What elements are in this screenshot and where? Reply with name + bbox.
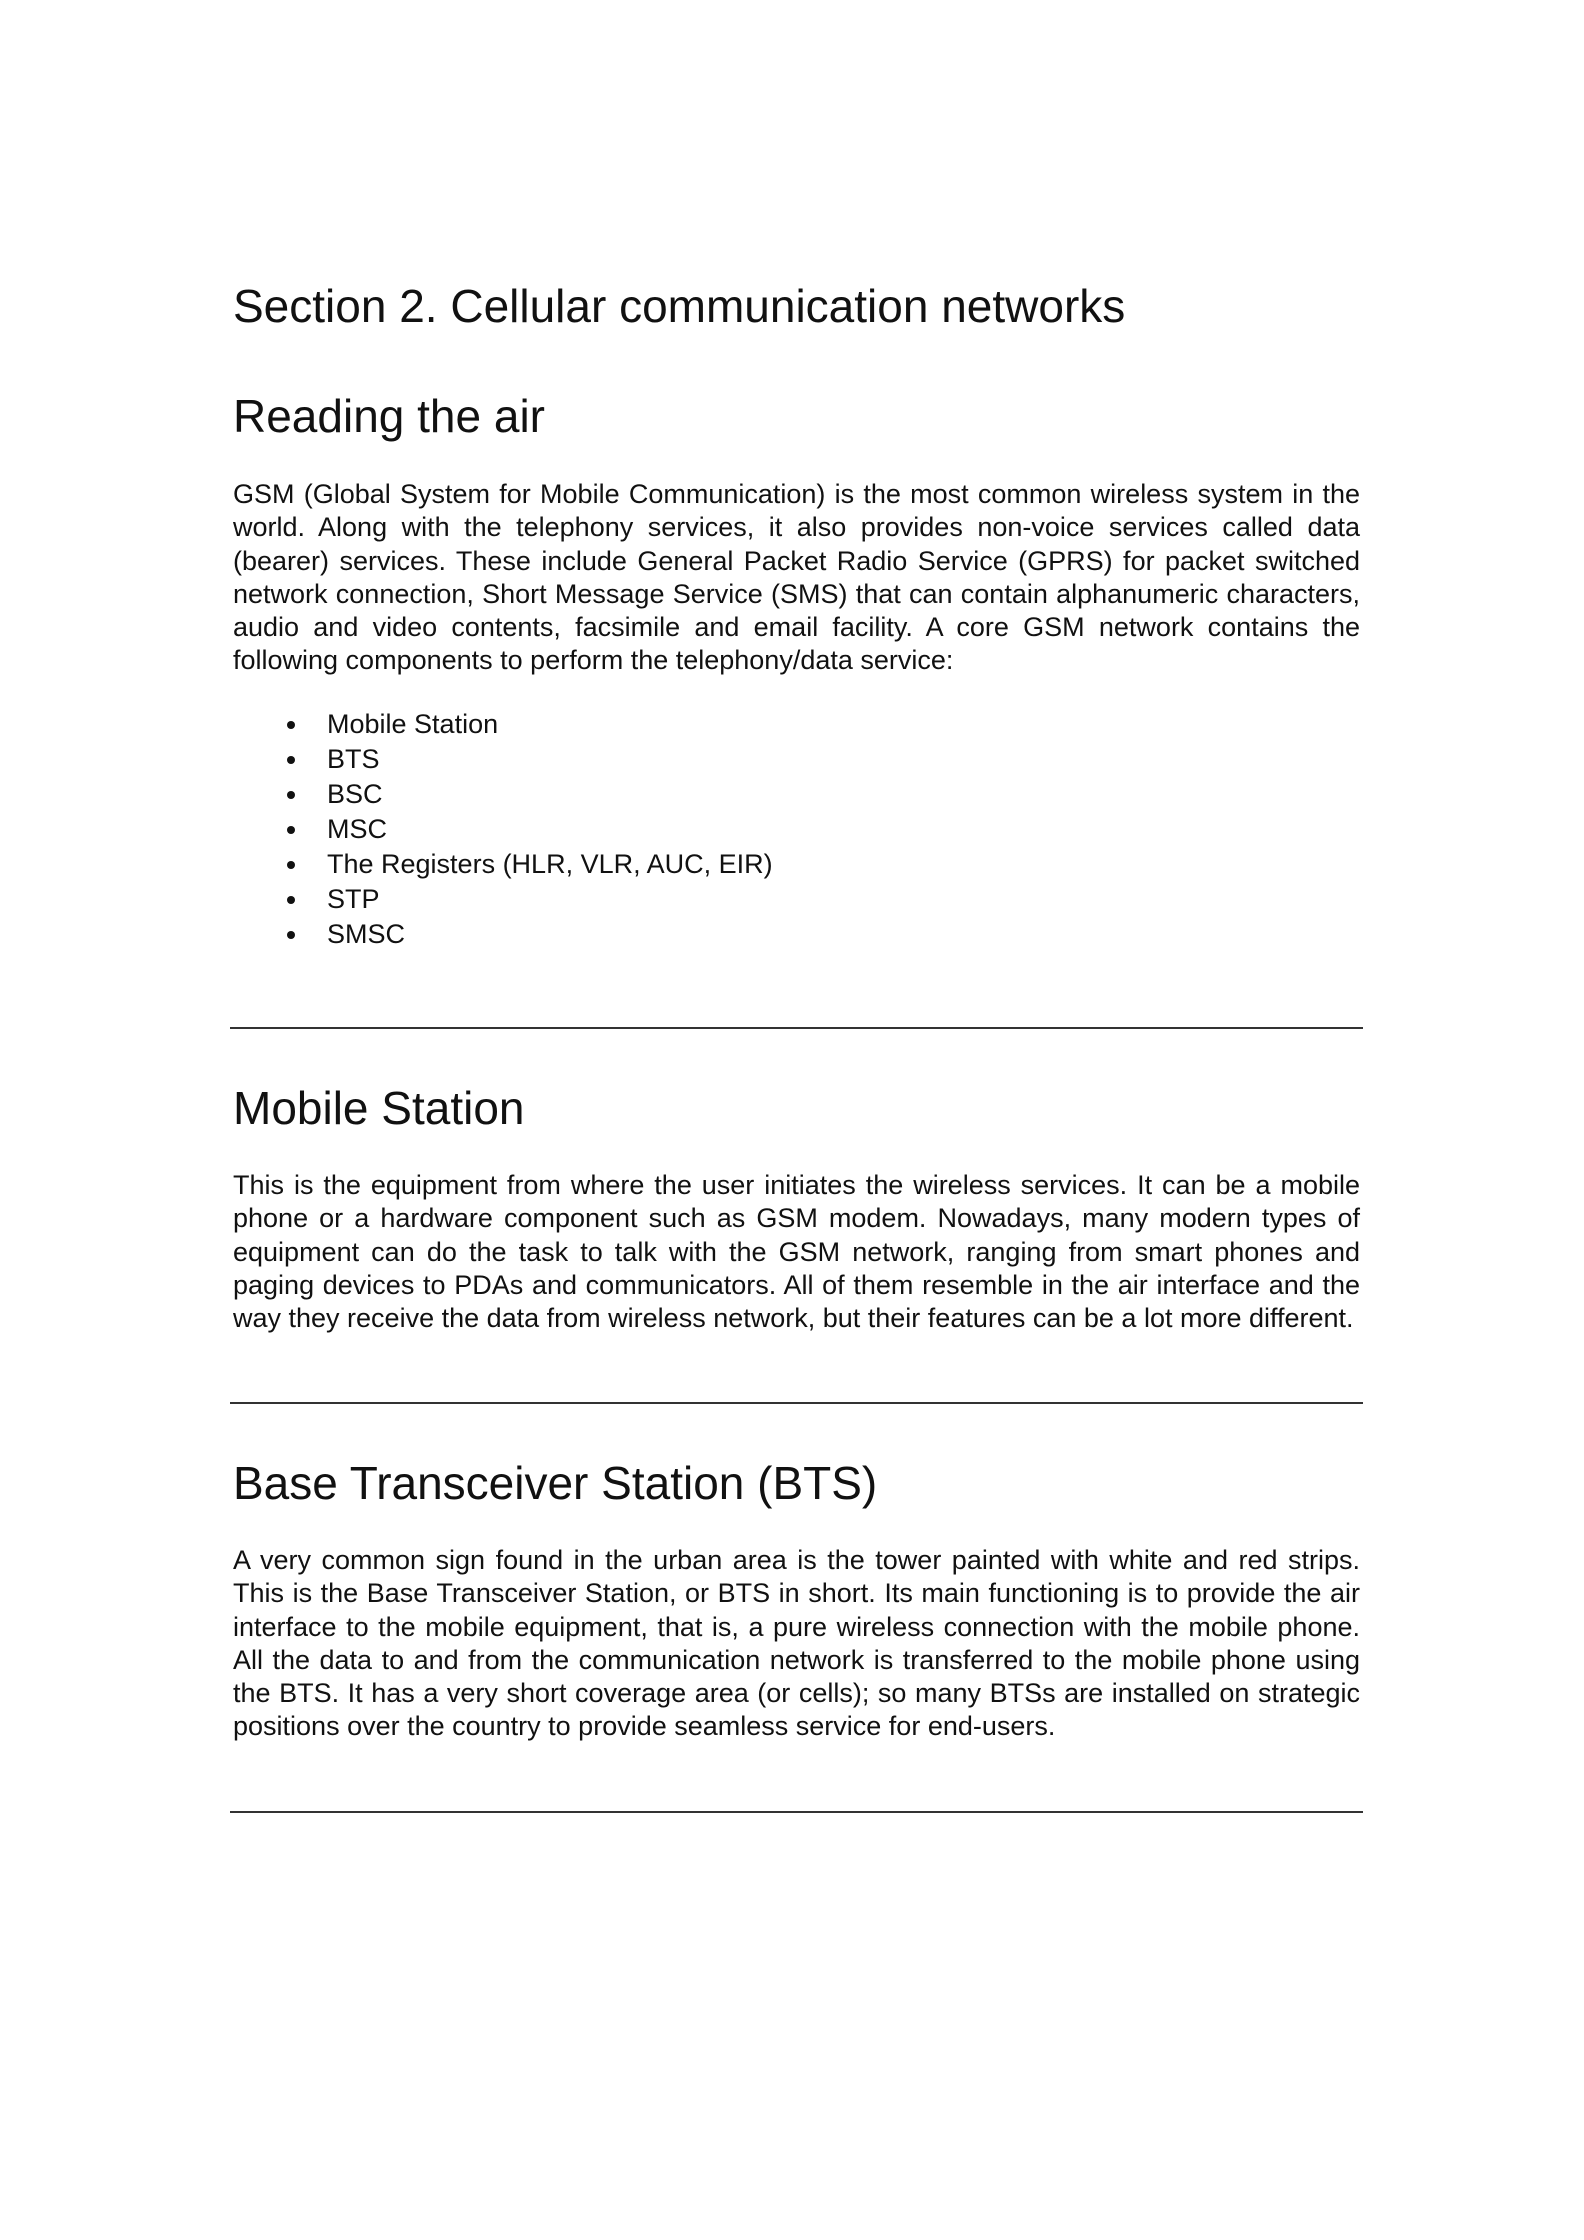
list-item xyxy=(233,847,773,882)
component-list xyxy=(233,707,773,952)
section-divider xyxy=(230,1811,1363,1813)
list-item xyxy=(233,812,773,847)
bullet-icon xyxy=(287,931,295,939)
section-title: Section 2. Cellular communication networks xyxy=(233,280,1126,332)
section-divider xyxy=(230,1027,1363,1029)
paragraph-bts: A very common sign found in the urban area is the tower painted with white and red strips. This is the Base Transceiver Station, or BTS in short. Its main functioning is to provide the air interface to the mobile equipment, that is, a pure wireless connection with the mobile phone. All the data to and from the communication network is transferred to the mobile phone using the BTS. It has a very short coverage area (or cells); so many BTSs are installed on strategic positions over the country to provide seamless service for end-users. xyxy=(233,1545,1360,1742)
list-item-label: SMSC xyxy=(327,919,406,949)
paragraph-reading-the-air: GSM (Global System for Mobile Communication) is the most common wireless system in the world. Along with the telephony services, it also provides non-voice services called data (bearer) services. These include General Packet Radio Service (GPRS) for packet switched network connection, Short Message Service (SMS) that can contain alphanumeric characters, audio and video contents, facsimile and email facility. A core GSM network contains the following components to perform the telephony/data service: xyxy=(233,479,1360,676)
heading-reading-the-air: Reading the air xyxy=(233,390,545,442)
list-item-label: STP xyxy=(327,884,380,914)
bullet-icon xyxy=(287,721,295,729)
list-item xyxy=(233,882,773,917)
list-item-label: Mobile Station xyxy=(327,709,499,739)
list-item xyxy=(233,917,773,952)
section-divider xyxy=(230,1402,1363,1404)
list-item-label: BTS xyxy=(327,744,380,774)
bullet-icon xyxy=(287,826,295,834)
list-item-label: MSC xyxy=(327,814,387,844)
bullet-icon xyxy=(287,756,295,764)
list-item-label: BSC xyxy=(327,779,383,809)
list-item xyxy=(233,742,773,777)
list-item xyxy=(233,707,773,742)
list-item xyxy=(233,777,773,812)
heading-bts: Base Transceiver Station (BTS) xyxy=(233,1457,878,1509)
heading-mobile-station: Mobile Station xyxy=(233,1082,525,1134)
bullet-icon xyxy=(287,791,295,799)
paragraph-mobile-station: This is the equipment from where the user initiates the wireless services. It can be a mobile phone or a hardware component such as GSM modem. Nowadays, many modern types of equipment can do the task to talk with the GSM network, ranging from smart phones and paging devices to PDAs and communicators. All of them resemble in the air interface and the way they receive the data from wireless network, but their features can be a lot more different. xyxy=(233,1170,1360,1334)
list-item-label: The Registers (HLR, VLR, AUC, EIR) xyxy=(327,849,773,879)
bullet-icon xyxy=(287,861,295,869)
bullet-icon xyxy=(287,896,295,904)
